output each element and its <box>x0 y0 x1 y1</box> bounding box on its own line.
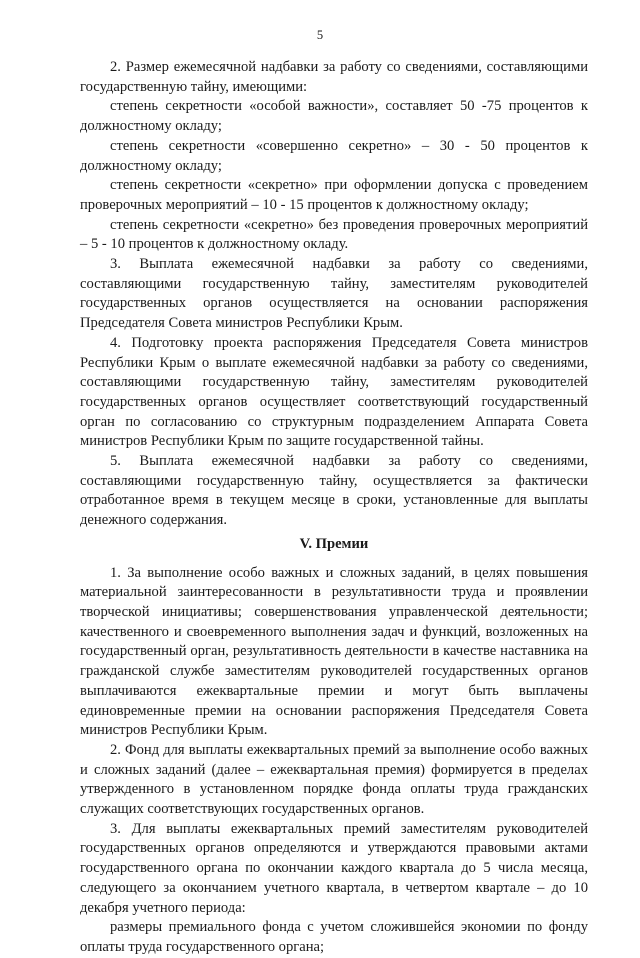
paragraph: степень секретности «особой важности», составляет 50 -75 процентов к должностному окладу; <box>80 98 588 135</box>
paragraph: 3. Выплата ежемесячной надбавки за работу со сведениями, составляющими государственную тайну, заместителям руководителей государственных органов осуществляется на основании распоряжения Председателя Совета министров Республики Крым. <box>80 256 588 332</box>
paragraph: 3. Для выплаты ежеквартальных премий заместителям руководителей государственных органов определяются и утверждаются правовыми актами государственного органа по окончании каждого квартала до 5 числа месяца, следующего за окончанием учетного квартала, в четвертом квартале – до 10 декабря учетного периода: <box>80 820 588 916</box>
paragraph: степень секретности «секретно» без проведения проверочных мероприятий – 5 - 10 процентов к должностному окладу. <box>80 216 588 253</box>
paragraph: размеры премиального фонда с учетом сложившейся экономии по фонду оплаты труда государственного органа; <box>80 919 588 955</box>
paragraph: степень секретности «совершенно секретно» – 30 - 50 процентов к должностному окладу; <box>80 137 588 174</box>
page-number: 5 <box>316 28 324 42</box>
paragraph: 2. Размер ежемесячной надбавки за работу со сведениями, составляющими государственную тайну, имеющими: <box>80 59 588 95</box>
section-heading: V. Премии <box>299 535 369 552</box>
paragraph: степень секретности «секретно» при оформлении допуска с проведением проверочных мероприятий – 10 - 15 процентов к должностному окладу; <box>80 177 588 213</box>
paragraph: 1. За выполнение особо важных и сложных заданий, в целях повышения материальной заинтересованности в результативности труда и проявлении творческой инициативы; совершенствования управленческой деятельности; качественного и своевременного выполнения задач и функций, возложенных на государственный орган, результативность деятельности в качестве наставника на гражданской службе заместителям руководителей государственных органов выплачиваются ежеквартальные премии и могут быть выплачены единовременные премии на основании распоряжения Председателя Совета министров Республики Крым. <box>80 564 588 739</box>
paragraph: 5. Выплата ежемесячной надбавки за работу со сведениями, составляющими государственную тайну, осуществляется за фактически отработанное время в текущем месяце в сроки, установленные для выплаты денежного содержания. <box>80 453 588 529</box>
paragraph: 2. Фонд для выплаты ежеквартальных премий за выполнение особо важных и сложных заданий (далее – ежеквартальная премия) формируется в пределах утвержденного в установленном порядке фонда оплаты труда гражданских служащих соответствующих государственных органов. <box>80 741 588 818</box>
paragraph: 4. Подготовку проекта распоряжения Председателя Совета министров Республики Крым о выплате ежемесячной надбавки за работу со сведениями, составляющими государственную тайну, заместителям руководителей государственных органов осуществляет соответствующий государственный орган по согласованию со структурным подразделением Аппарата Совета министров Республики Крым по защите государственной тайны. <box>80 334 588 450</box>
document-body <box>80 58 588 958</box>
